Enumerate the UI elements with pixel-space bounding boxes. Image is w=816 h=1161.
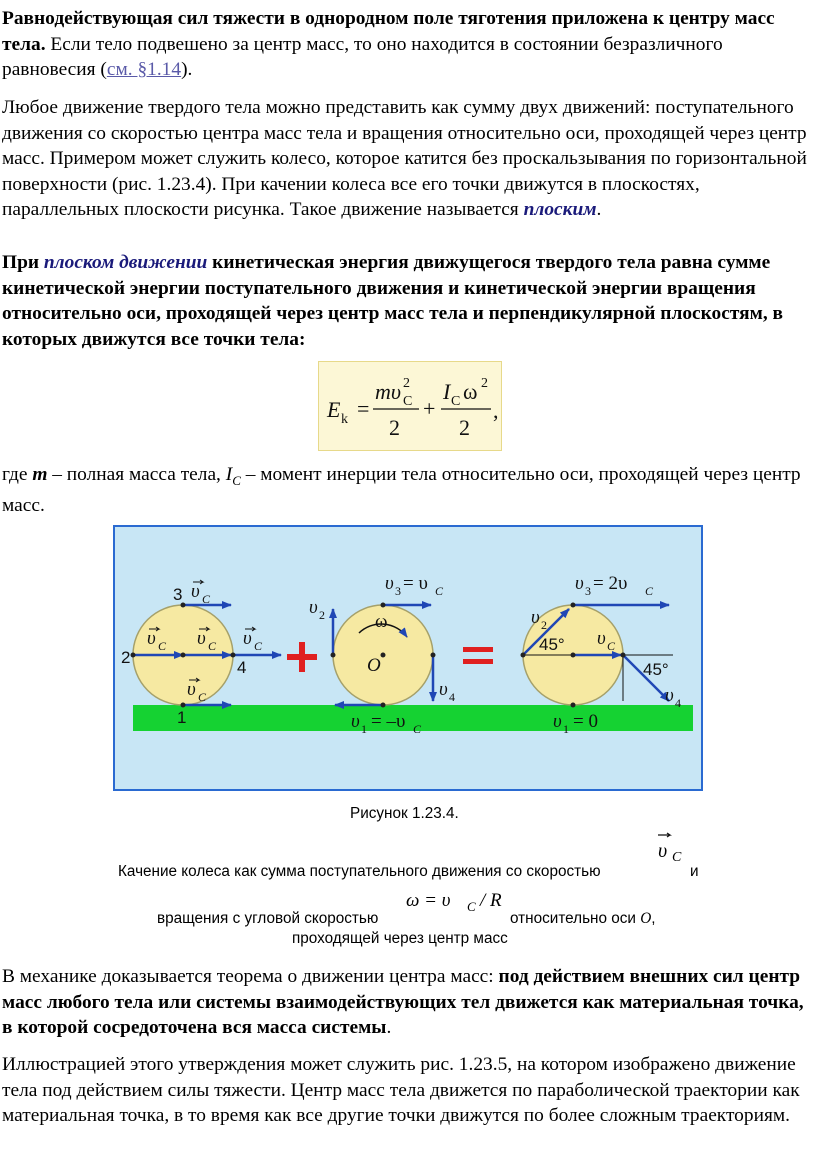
bold-statement: кинетическая энергия движущегося твердого тела равна сумме кинетической энергии поступательного движения и кинетической энергии вращения относительно оси, проходящей через центр масс тела и перпендикулярной плоскостям, в которых движутся все точки тела: <box>2 252 783 350</box>
paragraph-theorem <box>2 964 814 1041</box>
formula-e: E <box>327 397 341 422</box>
formula-c1: C <box>403 394 413 409</box>
formula-eq: = <box>357 396 370 421</box>
formula-den1: 2 <box>389 415 400 440</box>
label-vc-1-sub: C <box>198 690 207 704</box>
label-v2p-sub: 2 <box>319 608 325 622</box>
label-vc-4-sub: C <box>254 639 263 653</box>
figure-svg <box>113 525 703 791</box>
label-v1p-c: C <box>413 722 422 736</box>
formula-sq1: 2 <box>403 376 410 391</box>
bold-statement: Равнодействующая сил тяжести в однородном поле тяготения приложена к центру масс тела. <box>2 8 775 55</box>
formula-i: I <box>443 379 451 404</box>
angle-45-right: 45° <box>643 660 669 679</box>
label-point4: 4 <box>237 658 247 677</box>
formula-den2: 2 <box>459 415 470 440</box>
paragraph-gravity-center <box>2 6 814 83</box>
label-v3p: υ <box>385 573 394 594</box>
label-point2: 2 <box>121 648 131 667</box>
vc-symbol-letter: υ <box>658 840 668 862</box>
label-v4: υ <box>665 685 674 706</box>
formula-comma: , <box>493 398 499 423</box>
caption-line1: Качение колеса как сумма поступательного движения со скоростью <box>118 863 601 880</box>
label-omega: ω <box>375 611 388 632</box>
paragraph-tail: . <box>386 1017 392 1038</box>
caption-line3: проходящей через центр масс <box>292 930 508 947</box>
label-v3p-c: C <box>435 584 444 598</box>
paragraph-illustration <box>2 1052 814 1129</box>
label-v2: υ <box>531 607 540 628</box>
label-v4-sub: 4 <box>675 696 681 710</box>
label-v1-sub: 1 <box>563 722 569 736</box>
vc-symbol-sub: C <box>672 850 682 865</box>
label-vc-sub: C <box>607 639 616 653</box>
paragraph-plane-motion <box>2 95 814 223</box>
label-point3: 3 <box>173 585 183 604</box>
formula-mv: mυ <box>375 379 401 404</box>
caption-line2b-text: относительно оси <box>510 910 636 927</box>
paragraph-kinetic-energy <box>2 250 814 352</box>
caption-line2b <box>510 910 656 928</box>
paragraph-tail: ). <box>181 59 193 80</box>
omega-expr-tail: / R <box>480 890 502 911</box>
term-plane-motion: плоском движении <box>43 252 208 273</box>
formula-omega: ω <box>463 379 478 404</box>
omega-expr-main: ω = υ <box>406 890 451 911</box>
bold-prefix: При <box>2 252 44 273</box>
paragraph-text: В механике доказывается теорема о движении центра масс: <box>2 966 499 987</box>
label-v1-eq: = 0 <box>573 711 598 732</box>
kinetic-energy-formula <box>318 361 502 451</box>
where-text-3: – момент инерции тела относительно оси, проходящей через центр масс. <box>2 464 801 517</box>
label-v2p: υ <box>309 597 318 618</box>
label-vc-3-sub: C <box>202 592 211 606</box>
label-vc-2: υ <box>147 628 156 649</box>
symbol-i: I <box>225 464 233 485</box>
term-plane: плоским <box>523 199 597 220</box>
paragraph-text: Любое движение твердого тела можно представить как сумму двух движений: поступательного движения со скоростью центра масс тела и вращения относительно оси, проходящей через центр масс. Примером может служить колесо, которое катится без проскальзывания по горизонтальной поверхности (рис. 1.23.4). При качении колеса все его точки движутся в плоскостях, параллельных плоскости рисунка. Такое движение называется <box>2 97 807 220</box>
rolling-wheel-figure <box>113 525 703 791</box>
label-v3p-eq: = υ <box>403 573 428 594</box>
label-vc-center: υ <box>197 628 206 649</box>
caption-and: и <box>690 863 699 880</box>
label-v1p: υ <box>351 711 360 732</box>
label-vc-1: υ <box>187 679 196 700</box>
label-v4p-sub: 4 <box>449 690 455 704</box>
label-v2-sub: 2 <box>541 618 547 632</box>
label-v3-sub: 3 <box>585 584 591 598</box>
label-vc: υ <box>597 628 606 649</box>
label-v1: υ <box>553 711 562 732</box>
label-v3-c: C <box>645 584 654 598</box>
caption-comma: , <box>651 910 656 927</box>
label-o: O <box>367 655 381 676</box>
label-vc-4: υ <box>243 628 252 649</box>
label-vc-3: υ <box>191 581 200 602</box>
paragraph-tail: . <box>596 199 602 220</box>
angle-45-left: 45° <box>539 635 565 654</box>
figure-number: Рисунок 1.23.4. <box>350 805 459 822</box>
section-link[interactable]: см. §1.14 <box>106 59 182 80</box>
label-vc-center-sub: C <box>208 639 217 653</box>
formula-sq2: 2 <box>481 376 488 391</box>
paragraph-text: Если тело подвешено за центр масс, то оно находится в состоянии безразличного равновесия ( <box>2 33 723 80</box>
label-v3p-sub: 3 <box>395 584 401 598</box>
where-text-2: – полная масса тела, <box>47 464 226 485</box>
where-text: где <box>2 464 33 485</box>
caption-line2a: вращения с угловой скоростью <box>157 910 379 927</box>
symbol-i-sub: C <box>232 472 241 488</box>
formula-plus: + <box>423 396 436 421</box>
caption-axis: O <box>640 910 652 927</box>
label-v1p-sub: 1 <box>361 722 367 736</box>
bold-theorem: под действием внешних сил центр масс любого тела или системы взаимодействующих тел движется как материальная точка, в которой сосредоточена вся масса системы <box>2 966 804 1038</box>
paragraph-where <box>2 462 814 519</box>
formula-svg <box>319 362 503 452</box>
formula-e-sub: k <box>341 412 348 427</box>
label-v4p: υ <box>439 679 448 700</box>
paragraph-text: Иллюстрацией этого утверждения может служить рис. 1.23.5, на котором изображено движение тела под действием силы тяжести. Центр масс тела движется по параболической траектории как материальная точка, в то время как все другие точки движутся по более сложным траекториям. <box>2 1054 800 1126</box>
vc-symbol <box>654 825 694 865</box>
label-vc-2-sub: C <box>158 639 167 653</box>
symbol-m: m <box>32 464 48 485</box>
formula-c2: C <box>451 394 461 409</box>
label-v3: υ <box>575 573 584 594</box>
label-v1p-eq: = –υ <box>371 711 406 732</box>
omega-expr-sub: C <box>467 899 476 914</box>
label-point1: 1 <box>177 708 187 727</box>
label-v3-eq: = 2υ <box>593 573 628 594</box>
omega-expression <box>404 884 514 920</box>
